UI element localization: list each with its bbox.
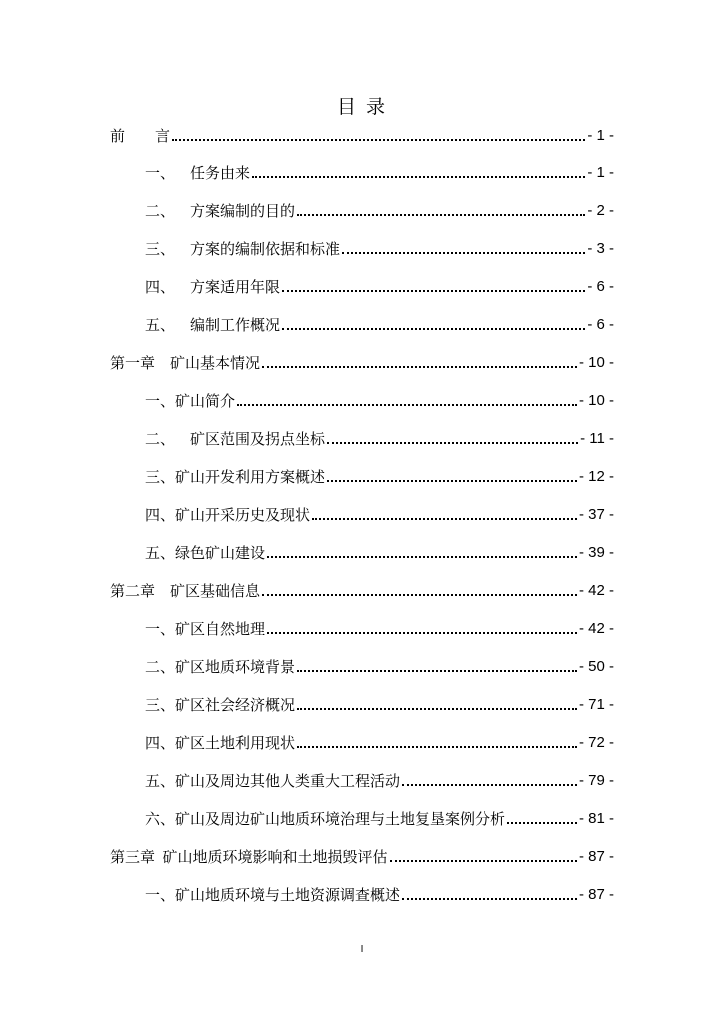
toc-entry[interactable] bbox=[145, 731, 614, 753]
toc-entry-label: 方案适用年限 bbox=[190, 278, 281, 296]
toc-entry-number: 三、 bbox=[145, 696, 176, 714]
toc-entry-label: 矿区土地利用现状 bbox=[175, 734, 296, 752]
dot-leader bbox=[267, 555, 577, 558]
dot-leader bbox=[327, 479, 577, 482]
toc-entry-page: - 42 - bbox=[578, 620, 614, 637]
toc-entry-page: - 87 - bbox=[578, 848, 614, 865]
toc-entry-number: 五、 bbox=[145, 316, 176, 334]
dot-leader bbox=[312, 517, 577, 520]
toc-entry-page: - 50 - bbox=[578, 658, 614, 675]
toc-entry[interactable] bbox=[145, 807, 614, 829]
toc-entry[interactable] bbox=[145, 161, 614, 183]
toc-entry-page: - 81 - bbox=[578, 810, 614, 827]
dot-leader bbox=[252, 175, 585, 178]
toc-entry-label: 矿区自然地理 bbox=[175, 620, 266, 638]
toc-entry-label: 矿山地质环境与土地资源调查概述 bbox=[175, 886, 401, 904]
dot-leader bbox=[402, 897, 577, 900]
toc-entry-label: 矿区社会经济概况 bbox=[175, 696, 296, 714]
toc-entry-number: 一、 bbox=[145, 392, 176, 410]
page-number-footer: I bbox=[360, 944, 364, 955]
toc-entry-number: 二、 bbox=[145, 430, 176, 448]
toc-entry-page: - 79 - bbox=[578, 772, 614, 789]
toc-entry-label: 矿山地质环境影响和土地损毁评估 bbox=[162, 848, 388, 866]
toc-entry-label: 矿山简介 bbox=[175, 392, 236, 410]
toc-entry[interactable] bbox=[145, 541, 614, 563]
toc-entry[interactable] bbox=[145, 465, 614, 487]
toc-entry-page: - 12 - bbox=[578, 468, 614, 485]
toc-entry-number: 二、 bbox=[145, 202, 176, 220]
toc-entry-label: 矿区地质环境背景 bbox=[175, 658, 296, 676]
toc-entry[interactable] bbox=[110, 124, 614, 146]
dot-leader bbox=[342, 251, 585, 254]
toc-entry-label: 方案编制的目的 bbox=[190, 202, 296, 220]
dot-leader bbox=[282, 289, 585, 292]
toc-entry-number: 六、 bbox=[145, 810, 176, 828]
toc-entry-label: 任务由来 bbox=[190, 164, 251, 182]
toc-title: 目 录 bbox=[336, 96, 388, 118]
dot-leader bbox=[172, 138, 585, 141]
toc-entry-number: 前 bbox=[110, 127, 126, 145]
toc-entry-number: 第二章 bbox=[110, 582, 156, 600]
toc-entry-page: - 42 - bbox=[578, 582, 614, 599]
dot-leader bbox=[262, 593, 577, 596]
toc-entry[interactable] bbox=[145, 617, 614, 639]
toc-entry[interactable] bbox=[145, 655, 614, 677]
toc-entry-page: - 11 - bbox=[580, 430, 614, 447]
toc-entry-label: 方案的编制依据和标准 bbox=[190, 240, 341, 258]
toc-entry[interactable] bbox=[145, 503, 614, 525]
toc-entry-page: - 37 - bbox=[578, 506, 614, 523]
dot-leader bbox=[297, 745, 577, 748]
toc-entry-number: 四、 bbox=[145, 278, 176, 296]
dot-leader bbox=[390, 859, 577, 862]
toc-entry-number: 四、 bbox=[145, 734, 176, 752]
toc-entry[interactable] bbox=[145, 389, 614, 411]
dot-leader bbox=[262, 365, 577, 368]
toc-entry[interactable] bbox=[145, 883, 614, 905]
toc-entry-number: 一、 bbox=[145, 164, 176, 182]
toc-entry[interactable] bbox=[145, 313, 614, 335]
dot-leader bbox=[402, 783, 577, 786]
toc-entry-page: - 2 - bbox=[587, 202, 614, 219]
toc-entry[interactable] bbox=[145, 237, 614, 259]
toc-entry-number: 四、 bbox=[145, 506, 176, 524]
toc-entry-number: 三、 bbox=[145, 240, 176, 258]
dot-leader bbox=[267, 631, 577, 634]
toc-entry-label: 言 bbox=[155, 127, 171, 145]
toc-entry-number: 三、 bbox=[145, 468, 176, 486]
dot-leader bbox=[297, 669, 577, 672]
dot-leader bbox=[297, 213, 585, 216]
toc-entry-page: - 39 - bbox=[578, 544, 614, 561]
toc-entry-label: 矿山及周边矿山地质环境治理与土地复垦案例分析 bbox=[175, 810, 506, 828]
toc-entry-number: 五、 bbox=[145, 544, 176, 562]
toc-entry-number: 一、 bbox=[145, 620, 176, 638]
toc-entry-label: 矿山开采历史及现状 bbox=[175, 506, 311, 524]
toc-entry-label: 矿山开发利用方案概述 bbox=[175, 468, 326, 486]
dot-leader bbox=[237, 403, 577, 406]
toc-entry-number: 五、 bbox=[145, 772, 176, 790]
toc-entry[interactable] bbox=[110, 845, 614, 867]
toc-entry-page: - 6 - bbox=[587, 316, 614, 333]
toc-entry[interactable] bbox=[145, 769, 614, 791]
toc-entry-label: 绿色矿山建设 bbox=[175, 544, 266, 562]
toc-entry-page: - 1 - bbox=[587, 164, 614, 181]
toc-entry-number: 一、 bbox=[145, 886, 176, 904]
toc-entry-page: - 71 - bbox=[578, 696, 614, 713]
dot-leader bbox=[297, 707, 577, 710]
dot-leader bbox=[327, 441, 578, 444]
toc-entry[interactable] bbox=[145, 693, 614, 715]
toc-entry-page: - 1 - bbox=[587, 127, 614, 144]
toc-entry-page: - 10 - bbox=[578, 354, 614, 371]
toc-entry-label: 矿区基础信息 bbox=[170, 582, 261, 600]
toc-entry-label: 矿区范围及拐点坐标 bbox=[190, 430, 326, 448]
dot-leader bbox=[507, 821, 577, 824]
toc-entry-page: - 87 - bbox=[578, 886, 614, 903]
toc-entry[interactable] bbox=[145, 199, 614, 221]
toc-entry[interactable] bbox=[145, 275, 614, 297]
toc-entry[interactable] bbox=[110, 579, 614, 601]
toc-entry[interactable] bbox=[145, 427, 614, 449]
toc-entry-number: 第三章 bbox=[110, 848, 156, 866]
toc-entry-label: 编制工作概况 bbox=[190, 316, 281, 334]
toc-entry-page: - 6 - bbox=[587, 278, 614, 295]
toc-entry-page: - 10 - bbox=[578, 392, 614, 409]
toc-entry-page: - 72 - bbox=[578, 734, 614, 751]
toc-entry-number: 第一章 bbox=[110, 354, 156, 372]
toc-entry-page: - 3 - bbox=[587, 240, 614, 257]
toc-entry-number: 二、 bbox=[145, 658, 176, 676]
toc-entry-label: 矿山基本情况 bbox=[170, 354, 261, 372]
toc-entry-label: 矿山及周边其他人类重大工程活动 bbox=[175, 772, 401, 790]
toc-entry[interactable] bbox=[110, 351, 614, 373]
dot-leader bbox=[282, 327, 585, 330]
